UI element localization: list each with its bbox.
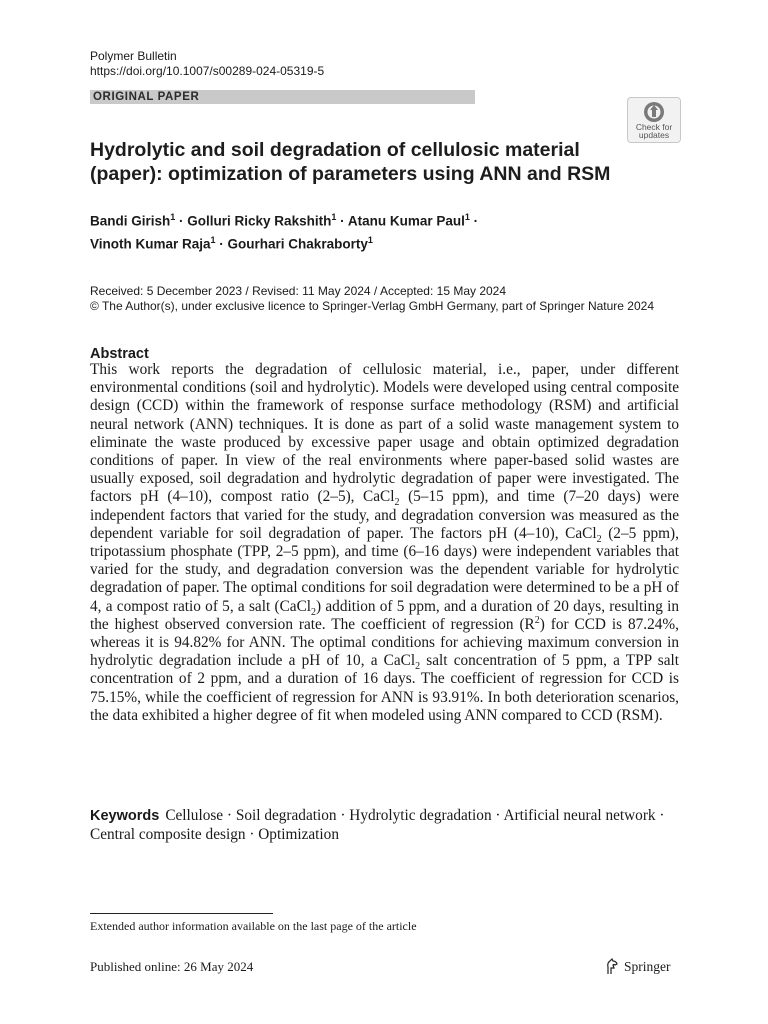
springer-horse-icon: [604, 958, 620, 976]
abstract-text: This work reports the degradation of cellulosic material, i.e., paper, under different environmental conditions (soil and hydrolytic). Models were developed using central composite design (CCD) within the framework of response surface methodology (RSM) and artificial neural network (ANN) techniques. It is done as part of a solid waste management system to eliminate the waste produced by excessive paper usage and obtain optimized degradation conditions of paper. In view of the real environments where paper-based solid wastes are usually exposed, soil degradation and hydrolytic degradation of paper were investigated. The factors pH (4–10), compost ratio (2–5), CaCl: [90, 361, 679, 506]
footnote: Extended author information available on the last page of the article: [90, 919, 417, 933]
abstract-text: (5–15 ppm), and time (7–20 days) were independent factors that varied for the study, and degradation conversion was measured as the dependent variable for soil degradation of paper. The factors pH (4–10), CaCl: [90, 488, 680, 542]
keywords-list: Cellulose · Soil degradation · Hydrolytic degradation · Artificial neural network · Central composite design · Optimization: [90, 807, 665, 843]
keyword[interactable]: Cellulose: [165, 807, 224, 824]
abstract-text: salt concentration of 5 ppm, a TPP salt concentration of 2 ppm, and a duration of 16 days. The coefficient of regression for CCD is 75.15%, while the coefficient of regression for ANN is 93.91%. In both deterioration scenarios, the data exhibited a higher degree of fit when modeled using ANN compared to CCD (RSM).: [90, 652, 679, 724]
subscript: 2: [311, 606, 317, 618]
published-date: Published online: 26 May 2024: [90, 959, 254, 974]
subscript: 2: [415, 661, 421, 673]
keywords-label: Keywords: [90, 808, 160, 824]
section-label: ORIGINAL PAPER: [93, 91, 200, 103]
abstract-text: ) for CCD is 87.24%, whereas it is 94.82% for ANN. The optimal conditions for achieving maximum conversion in hydrolytic degradation include a pH of 10, a CaCl: [90, 615, 679, 670]
affiliation-marker: 1: [210, 234, 216, 245]
keyword[interactable]: Soil degradation: [235, 807, 337, 824]
article-title: Hydrolytic and soil degradation of cellulosic material (paper): optimization of parameters using ANN and RSM: [90, 139, 611, 185]
subscript: 2: [394, 497, 400, 509]
author-name[interactable]: Golluri Ricky Rakshith: [187, 213, 332, 229]
author-name[interactable]: Bandi Girish: [90, 213, 171, 229]
keyword[interactable]: Artificial neural network: [503, 807, 656, 824]
section-banner: [90, 90, 475, 104]
author-name[interactable]: Gourhari Chakraborty: [227, 236, 368, 251]
history-dates: Received: 5 December 2023 / Revised: 11 May 2024 / Accepted: 15 May 2024: [90, 284, 507, 298]
check-for-updates-button[interactable]: [627, 97, 681, 143]
check-updates-icon: [643, 101, 665, 123]
superscript: 2: [534, 614, 540, 626]
copyright-line: © The Author(s), under exclusive licence to Springer-Verlag GmbH Germany, part of Springer Nature 2024: [90, 299, 654, 313]
abstract-heading: Abstract: [90, 346, 149, 362]
author-name[interactable]: Atanu Kumar Paul: [347, 213, 465, 229]
footnote-divider: [90, 913, 273, 914]
abstract-text: ) addition of 5 ppm, and a duration of 20 days, resulting in the highest observed conversion rate. The coefficient of regression (R: [90, 597, 680, 633]
affiliation-marker: 1: [331, 212, 337, 222]
affiliation-marker: 1: [464, 212, 470, 222]
journal-name: Polymer Bulletin: [90, 49, 177, 63]
abstract-body: [90, 361, 679, 725]
affiliation-marker: 1: [170, 212, 176, 222]
keyword[interactable]: Hydrolytic degradation: [349, 807, 492, 824]
author-name[interactable]: Vinoth Kumar Raja: [90, 236, 211, 251]
abstract-text: (2–5 ppm), tripotassium phosphate (TPP, 2–5 ppm), and time (6–16 days) were independent variables that varied for the study, and degradation conversion was the dependent variable for hydrolytic degradation of paper. The optimal conditions for soil degradation were determined to be a pH of 4, a compost ratio of 5, a salt (CaCl: [90, 524, 679, 615]
keywords-block: [90, 807, 679, 844]
keyword[interactable]: Optimization: [258, 825, 339, 843]
keyword[interactable]: Central composite design: [90, 825, 246, 843]
check-updates-label: updates: [638, 130, 670, 140]
subscript: 2: [596, 533, 602, 545]
publisher-name: Springer: [624, 959, 671, 974]
check-updates-label: Check for: [635, 122, 673, 132]
affiliation-marker: 1: [367, 234, 373, 245]
author-list: Bandi Girish$^1$ · Golluri Ricky Rakshith$^1$ · Atanu Kumar Paul$^1$ · Vinoth Kumar Raja$^1$ · Gourhari Chakraborty$^1$: [90, 212, 479, 251]
doi-link[interactable]: https://doi.org/10.1007/s00289-024-05319-5: [90, 64, 325, 78]
